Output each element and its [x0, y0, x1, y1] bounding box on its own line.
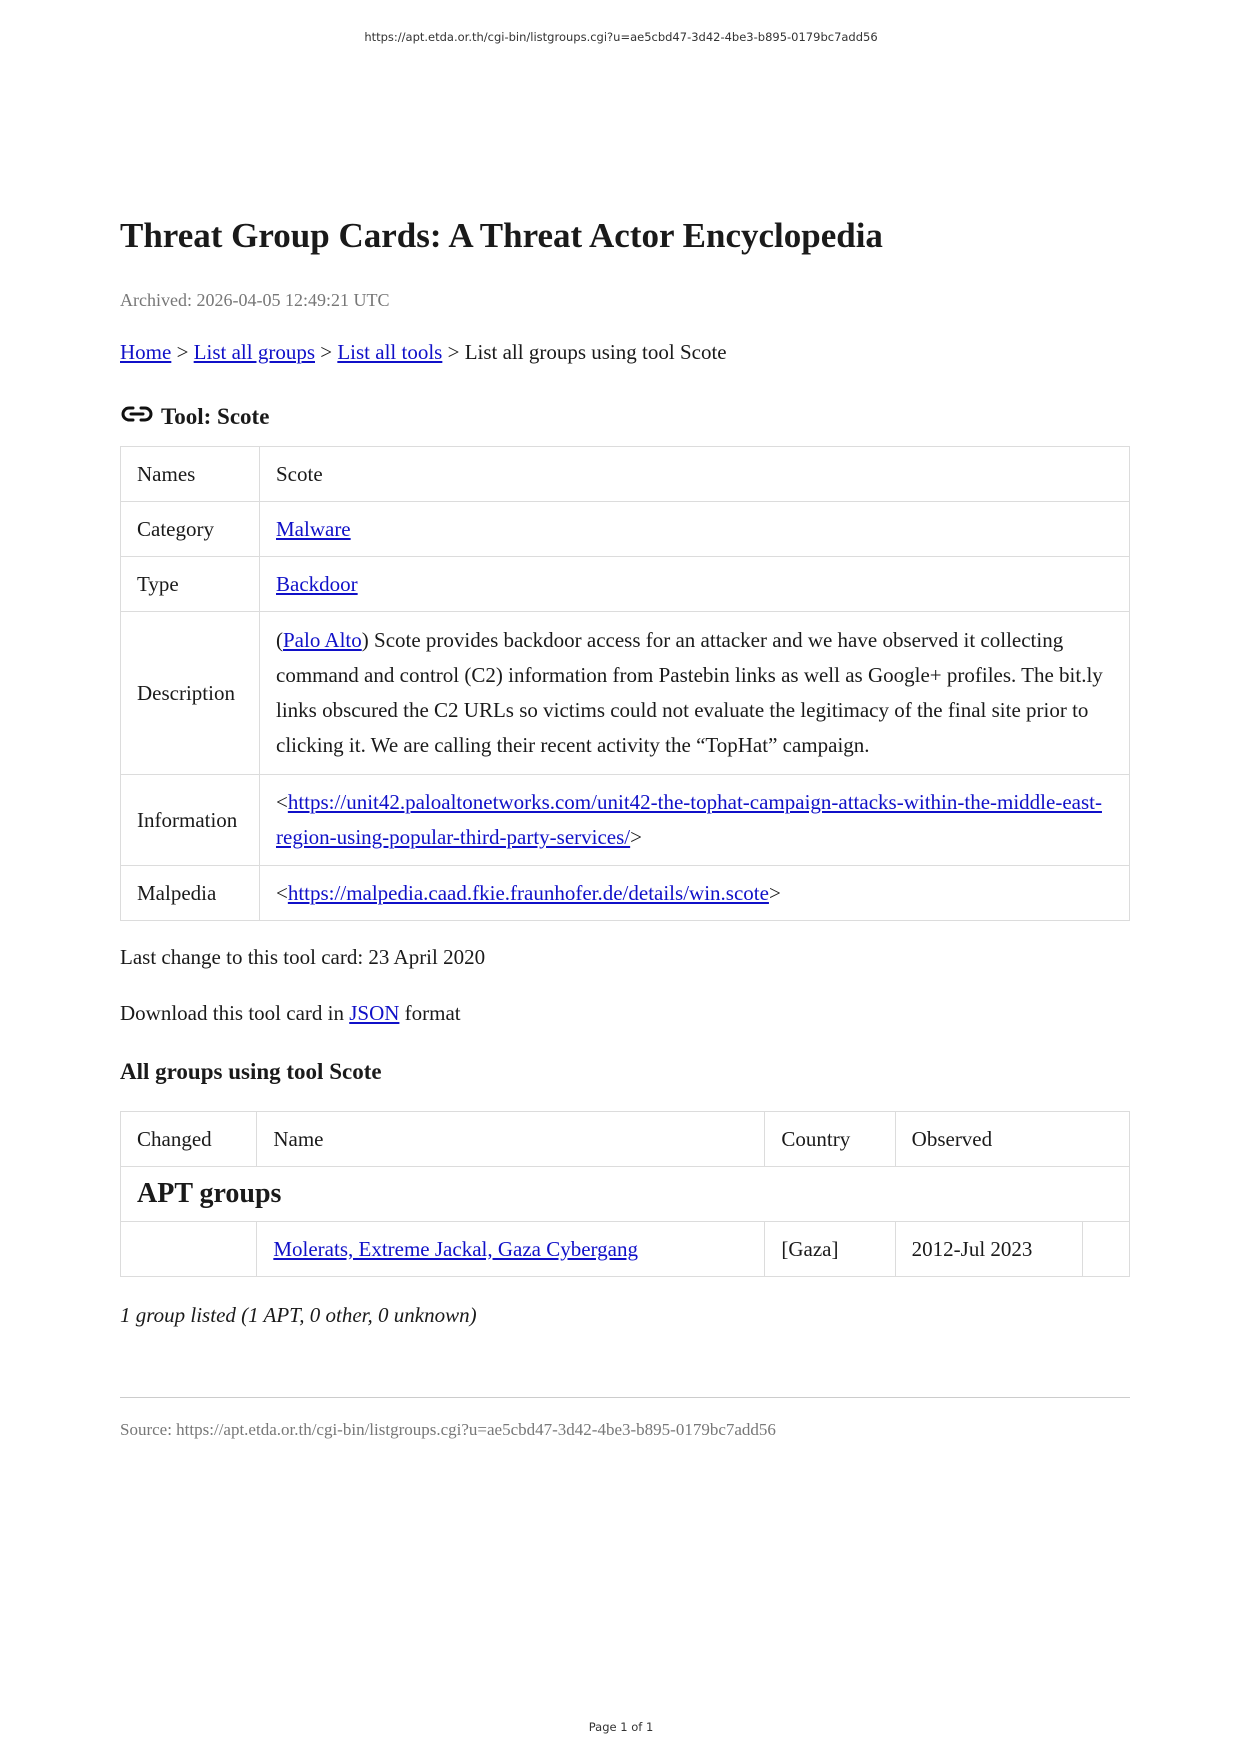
breadcrumb-list-groups-link[interactable]: List all groups	[193, 340, 315, 364]
column-header-changed: Changed	[121, 1112, 257, 1167]
malpedia-label: Malpedia	[121, 866, 260, 921]
table-row	[121, 502, 1130, 557]
malpedia-gt: >	[768, 880, 781, 905]
breadcrumb-current: List all groups using tool Scote	[464, 340, 727, 364]
main-content	[120, 212, 1130, 1442]
country-cell: [Gaza]	[765, 1222, 895, 1277]
table-row	[121, 1222, 1130, 1277]
link-icon	[120, 404, 154, 424]
category-label: Category	[121, 502, 260, 557]
breadcrumb	[120, 338, 1130, 366]
breadcrumb-list-tools-link[interactable]: List all tools	[337, 340, 443, 364]
names-label: Names	[121, 447, 260, 502]
section-title: APT groups	[137, 1178, 282, 1209]
information-label: Information	[121, 775, 260, 866]
print-header-url: https://apt.etda.or.th/cgi-bin/listgroups.cgi?u=ae5cbd47-3d42-4be3-b895-0179bc7add56	[364, 30, 878, 44]
type-cell	[260, 557, 1130, 612]
table-header-row	[121, 1112, 1130, 1167]
download-prefix: Download this tool card in	[120, 1001, 344, 1025]
groups-table	[120, 1111, 1130, 1277]
empty-cell	[1082, 1222, 1130, 1277]
description-source-link[interactable]: Palo Alto	[283, 628, 362, 652]
divider	[120, 1397, 1130, 1398]
download-suffix: format	[404, 1001, 461, 1025]
archived-timestamp: Archived: 2026-04-05 12:49:21 UTC	[120, 290, 390, 310]
table-row	[121, 612, 1130, 775]
groups-summary: 1 group listed (1 APT, 0 other, 0 unknown)	[120, 1303, 477, 1327]
type-link[interactable]: Backdoor	[276, 571, 358, 596]
malpedia-lt: <	[276, 880, 288, 905]
description-label: Description	[121, 612, 260, 775]
last-change-text: Last change to this tool card: 23 April 2020	[120, 945, 486, 969]
category-cell	[260, 502, 1130, 557]
section-cell	[121, 1167, 1130, 1222]
table-row	[121, 866, 1130, 921]
group-name-link[interactable]: Molerats, Extreme Jackal, Gaza Cybergang	[273, 1236, 638, 1261]
column-header-country: Country	[765, 1112, 895, 1167]
tool-title: Tool: Scote	[161, 404, 270, 429]
group-name-cell	[257, 1222, 765, 1277]
type-label: Type	[121, 557, 260, 612]
table-row	[121, 447, 1130, 502]
breadcrumb-separator: >	[320, 340, 333, 364]
download-line	[120, 999, 1130, 1027]
information-gt: >	[630, 825, 642, 849]
groups-heading: All groups using tool Scote	[120, 1059, 382, 1084]
tool-info-table	[120, 446, 1130, 921]
information-value	[260, 775, 1130, 866]
names-value: Scote	[260, 447, 1130, 502]
observed-cell: 2012-Jul 2023	[895, 1222, 1082, 1277]
source-url: Source: https://apt.etda.or.th/cgi-bin/listgroups.cgi?u=ae5cbd47-3d42-4be3-b895-0179bc7add56	[120, 1420, 776, 1439]
description-open-paren: (	[276, 628, 283, 652]
category-link[interactable]: Malware	[276, 516, 351, 541]
tool-heading	[120, 396, 1130, 432]
section-row	[121, 1167, 1130, 1222]
breadcrumb-home-link[interactable]: Home	[120, 340, 172, 364]
changed-cell	[121, 1222, 257, 1277]
information-lt: <	[276, 790, 288, 814]
description-text: ) Scote provides backdoor access for an attacker and we have observed it collecting command and control (C2) information from Pastebin links as well as Google+ profiles. The bit.ly links obscured the C2 URLs so victims could not evaluate the legitimacy of the final site prior to clicking it. We are calling their recent activity the “TopHat” campaign.	[276, 628, 1103, 757]
information-link[interactable]: https://unit42.paloaltonetworks.com/unit42-the-tophat-campaign-attacks-within-the-middle-east-region-using-popular-third-party-services/	[276, 790, 1102, 849]
breadcrumb-separator: >	[447, 340, 460, 364]
malpedia-link[interactable]: https://malpedia.caad.fkie.fraunhofer.de/details/win.scote	[287, 880, 769, 905]
table-row	[121, 775, 1130, 866]
breadcrumb-separator: >	[176, 340, 189, 364]
malpedia-value	[260, 866, 1130, 921]
table-row	[121, 557, 1130, 612]
page-title: Threat Group Cards: A Threat Actor Encyclopedia	[120, 216, 883, 255]
json-download-link[interactable]: JSON	[349, 1001, 400, 1025]
column-header-name: Name	[257, 1112, 765, 1167]
page-number: Page 1 of 1	[588, 1720, 654, 1734]
description-value	[260, 612, 1130, 775]
column-header-observed: Observed	[895, 1112, 1129, 1167]
